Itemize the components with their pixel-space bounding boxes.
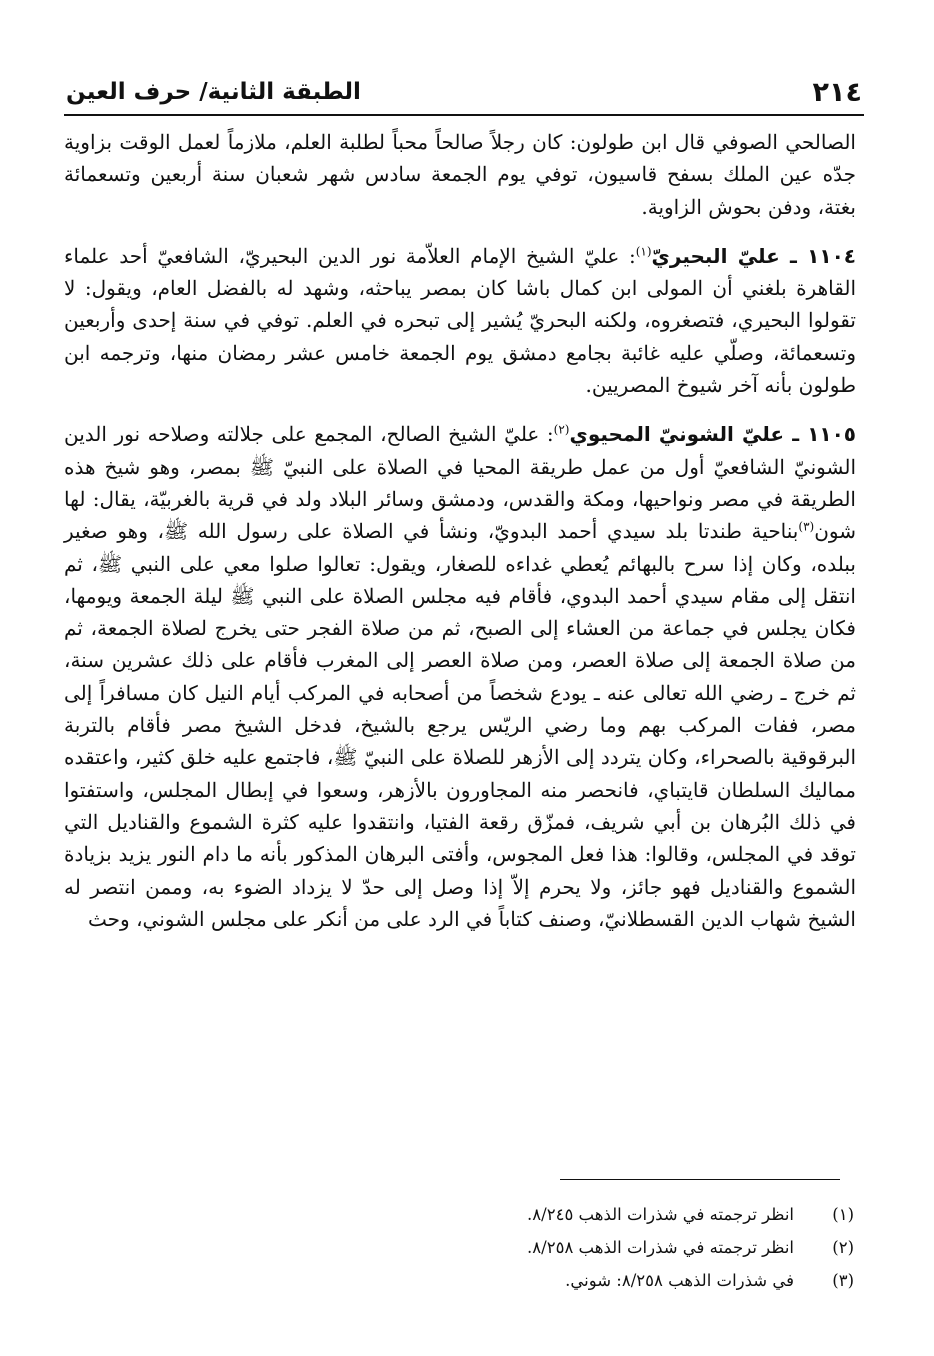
footnote-text: انظر ترجمته في شذرات الذهب ٨/٢٥٨. — [527, 1238, 794, 1257]
footnote-number: (١) — [832, 1205, 854, 1224]
footnote — [200, 1198, 854, 1231]
page-header — [66, 72, 862, 112]
entry-1104-heading: ١١٠٤ ـ عليّ البحيريّ — [651, 243, 856, 268]
entry-1104-text: : عليّ الشيخ الإمام العلاّمة نور الدين البحيريّ، الشافعيّ أحد علماء القاهرة بلغني أن المولى ابن كمال باشا كان بمصر يباحثه، وشهد له بالفضل العام، ويقول: لا تقولوا البحيري، فتصغروه، ولكنه البحريّ يُشير إلى تبحره في العلم. توفي في سنة إحدى وأربعين وتسعمائة، وصلّي عليه غائبة بجامع دمشق يوم الجمعة خامس عشر رمضان منها، وترجمه ابن طولون بأنه آخر شيوخ المصريين. — [64, 243, 856, 398]
running-title: الطبقة الثانية/ حرف العين — [66, 79, 361, 105]
page-number: ٢١٤ — [812, 76, 862, 108]
footnote-ref-1: (١) — [635, 244, 652, 259]
footnote-divider — [560, 1179, 840, 1180]
main-text — [64, 126, 856, 935]
entry-1104 — [64, 240, 856, 401]
header-divider — [64, 114, 864, 116]
footnote-ref-3: (٣) — [798, 519, 815, 534]
footnote-text: في شذرات الذهب ٨/٢٥٨: شوني. — [565, 1271, 794, 1290]
footnote-ref-2: (٢) — [553, 422, 570, 437]
entry-1105-heading: ١١٠٥ ـ عليّ الشونيّ المحيوي — [569, 422, 857, 447]
footnote-number: (٣) — [832, 1271, 854, 1290]
entry-1105-text-b: بناحية طندتا بلد سيدي أحمد البدويّ، ونشأ في الصلاة على رسول الله ﷺ، وهو صغير ببلده، وكان إذا سرح بالبهائم يُعطي غداءه للصغار، ويقول: تعالوا صلوا معي على النبي ﷺ، ثم انتقل إلى مقام سيدي أحمد البدوي، فأقام فيه مجلس الصلاة على النبي ﷺ ليلة الجمعة ويومها، فكان يجلس في جماعة من العشاء إلى الصبح، ثم من صلاة الفجر حتى يخرج لصلاة الجمعة، ثم من صلاة الجمعة إلى صلاة العصر، ومن صلاة العصر إلى المغرب فأقام على ذلك عشرين سنة، ثم خرج ـ رضي الله تعالى عنه ـ يودع شخصاً من أصحابه في المركب أيام النيل كان مسافراً إلى مصر، ففات المركب بهم وما رضي الريّس يرجع بالشيخ، فدخل الشيخ مصر فأقام بالتربة البرقوقية بالصحراء، وكان يتردد إلى الأزهر للصلاة على النبيّ ﷺ، فاجتمع عليه خلق كثير، واعتقده مماليك السلطان قايتباي، فانحصر منه المجاورون بالأزهر، وسعوا في إبطال المجلس، واستفتوا في ذلك البُرهان بن أبي شريف، فمزّق رقعة الفتيا، وانتقدوا عليه كثرة الشموع والقناديل التي توقد في المجلس، وقالوا: هذا فعل المجوس، وأفتى البرهان المذكور بأنه ما دام النور يزيد بزيادة الشموع والقناديل فهو جائز، ولا يحرم إلاّ إذا وصل إلى حدّ لا يزداد الضوء به، وممن انتصر له الشيخ شهاب الدين القسطلانيّ، وصنف كتاباً في الرد على من أنكر على مجلس الشوني، وحث — [64, 519, 856, 931]
intro-paragraph: الصالحي الصوفي قال ابن طولون: كان رجلاً صالحاً محباً لطلبة العلم، ملازماً لعمل الوقت بزاوية جدّه عين الملك بسفح قاسيون، توفي يوم الجمعة سادس شهر شعبان سنة أربعين وتسعمائة بغتة، ودفن بحوش الزاوية. — [64, 130, 856, 219]
footnote — [200, 1231, 854, 1264]
footnotes — [200, 1198, 854, 1297]
footnote — [200, 1264, 854, 1297]
footnote-number: (٢) — [832, 1238, 854, 1257]
entry-1105 — [64, 418, 856, 935]
footnote-text: انظر ترجمته في شذرات الذهب ٨/٢٤٥. — [527, 1205, 794, 1224]
entry-1105-text-a: : عليّ الشيخ الصالح، المجمع على جلالته وصلاحه نور الدين الشونيّ الشافعيّ أول من عمل طريقة المحيا في الصلاة على النبيّ ﷺ بمصر، وهو شيخ هذه الطريقة في مصر ونواحيها، ومكة والقدس، ودمشق وسائر البلاد ولد في قرية بالغربيّة، يقال: لها شون — [64, 422, 856, 544]
